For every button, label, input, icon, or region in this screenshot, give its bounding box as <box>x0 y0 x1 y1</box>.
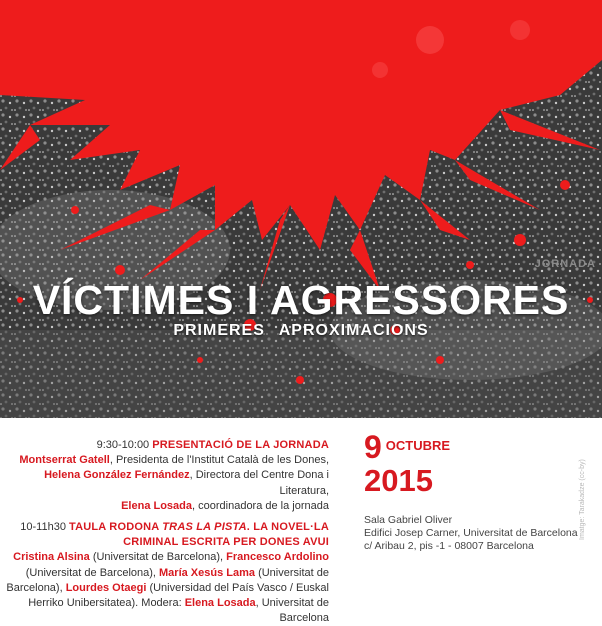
program <box>4 438 329 626</box>
venue-address: c/ Aribau 2, pis -1 - 08007 Barcelona <box>364 540 534 552</box>
venue-room: Sala Gabriel Oliver <box>364 514 453 526</box>
image-credit: Imatge: Tarakadze (cc-by) <box>579 459 586 540</box>
speaker-role: , Directora del Centre Dona i Literatura, <box>189 469 329 497</box>
date-month: OCTUBRE <box>385 438 451 453</box>
date-day-month <box>364 430 564 464</box>
speaker-name: Montserrat Gatell <box>19 454 110 467</box>
panel-line: Herriko Unibersitatea). Modera: Elena Losada, Universitat de Barcelona <box>28 597 329 625</box>
speaker-line <box>4 499 329 514</box>
event-type-label: JORNADA <box>534 258 596 270</box>
program-block-1-heading <box>4 438 329 453</box>
time-slot: 9:30-10:00 <box>96 439 150 451</box>
speaker-role: , Presidenta de l'Institut Català de les Dones, <box>109 454 329 467</box>
program-block-2-heading <box>4 520 329 535</box>
speaker-name: Elena Losada <box>121 499 193 512</box>
panel-line: (Universitat de Barcelona), María Xesús Lama (Universitat de <box>25 566 329 579</box>
speaker-role: , coordinadora de la jornada <box>192 499 329 512</box>
date-year: 2015 <box>364 463 433 498</box>
session-title: PRESENTACIÓ DE LA JORNADA <box>152 439 329 451</box>
date-day: 9 <box>364 429 382 465</box>
event-date <box>364 430 564 498</box>
venue-building: Edifici Josep Carner, Universitat de Barcelona <box>364 527 578 539</box>
speaker-line <box>4 453 329 468</box>
speaker-line <box>4 468 329 498</box>
speaker-name: Helena González Fernández <box>44 469 190 482</box>
event-subtitle: PRIMERES APROXIMACIONS <box>173 322 429 339</box>
event-title: VÍCTIMES I AGRESSORES <box>32 277 570 323</box>
time-slot: 10-11h30 <box>20 521 66 534</box>
panel-line: Barcelona), Lourdes Otaegi (Universidad del País Vasco / Euskal <box>6 581 329 594</box>
venue <box>364 514 578 553</box>
panel-line: Cristina Alsina (Universitat de Barcelona), Francesco Ardolino <box>13 551 329 564</box>
session-title-line-2: CRIMINAL ESCRITA PER DONES AVUI <box>123 536 329 549</box>
session-title: TAULA RODONA TRAS LA PISTA. LA NOVEL·LA <box>69 521 329 534</box>
